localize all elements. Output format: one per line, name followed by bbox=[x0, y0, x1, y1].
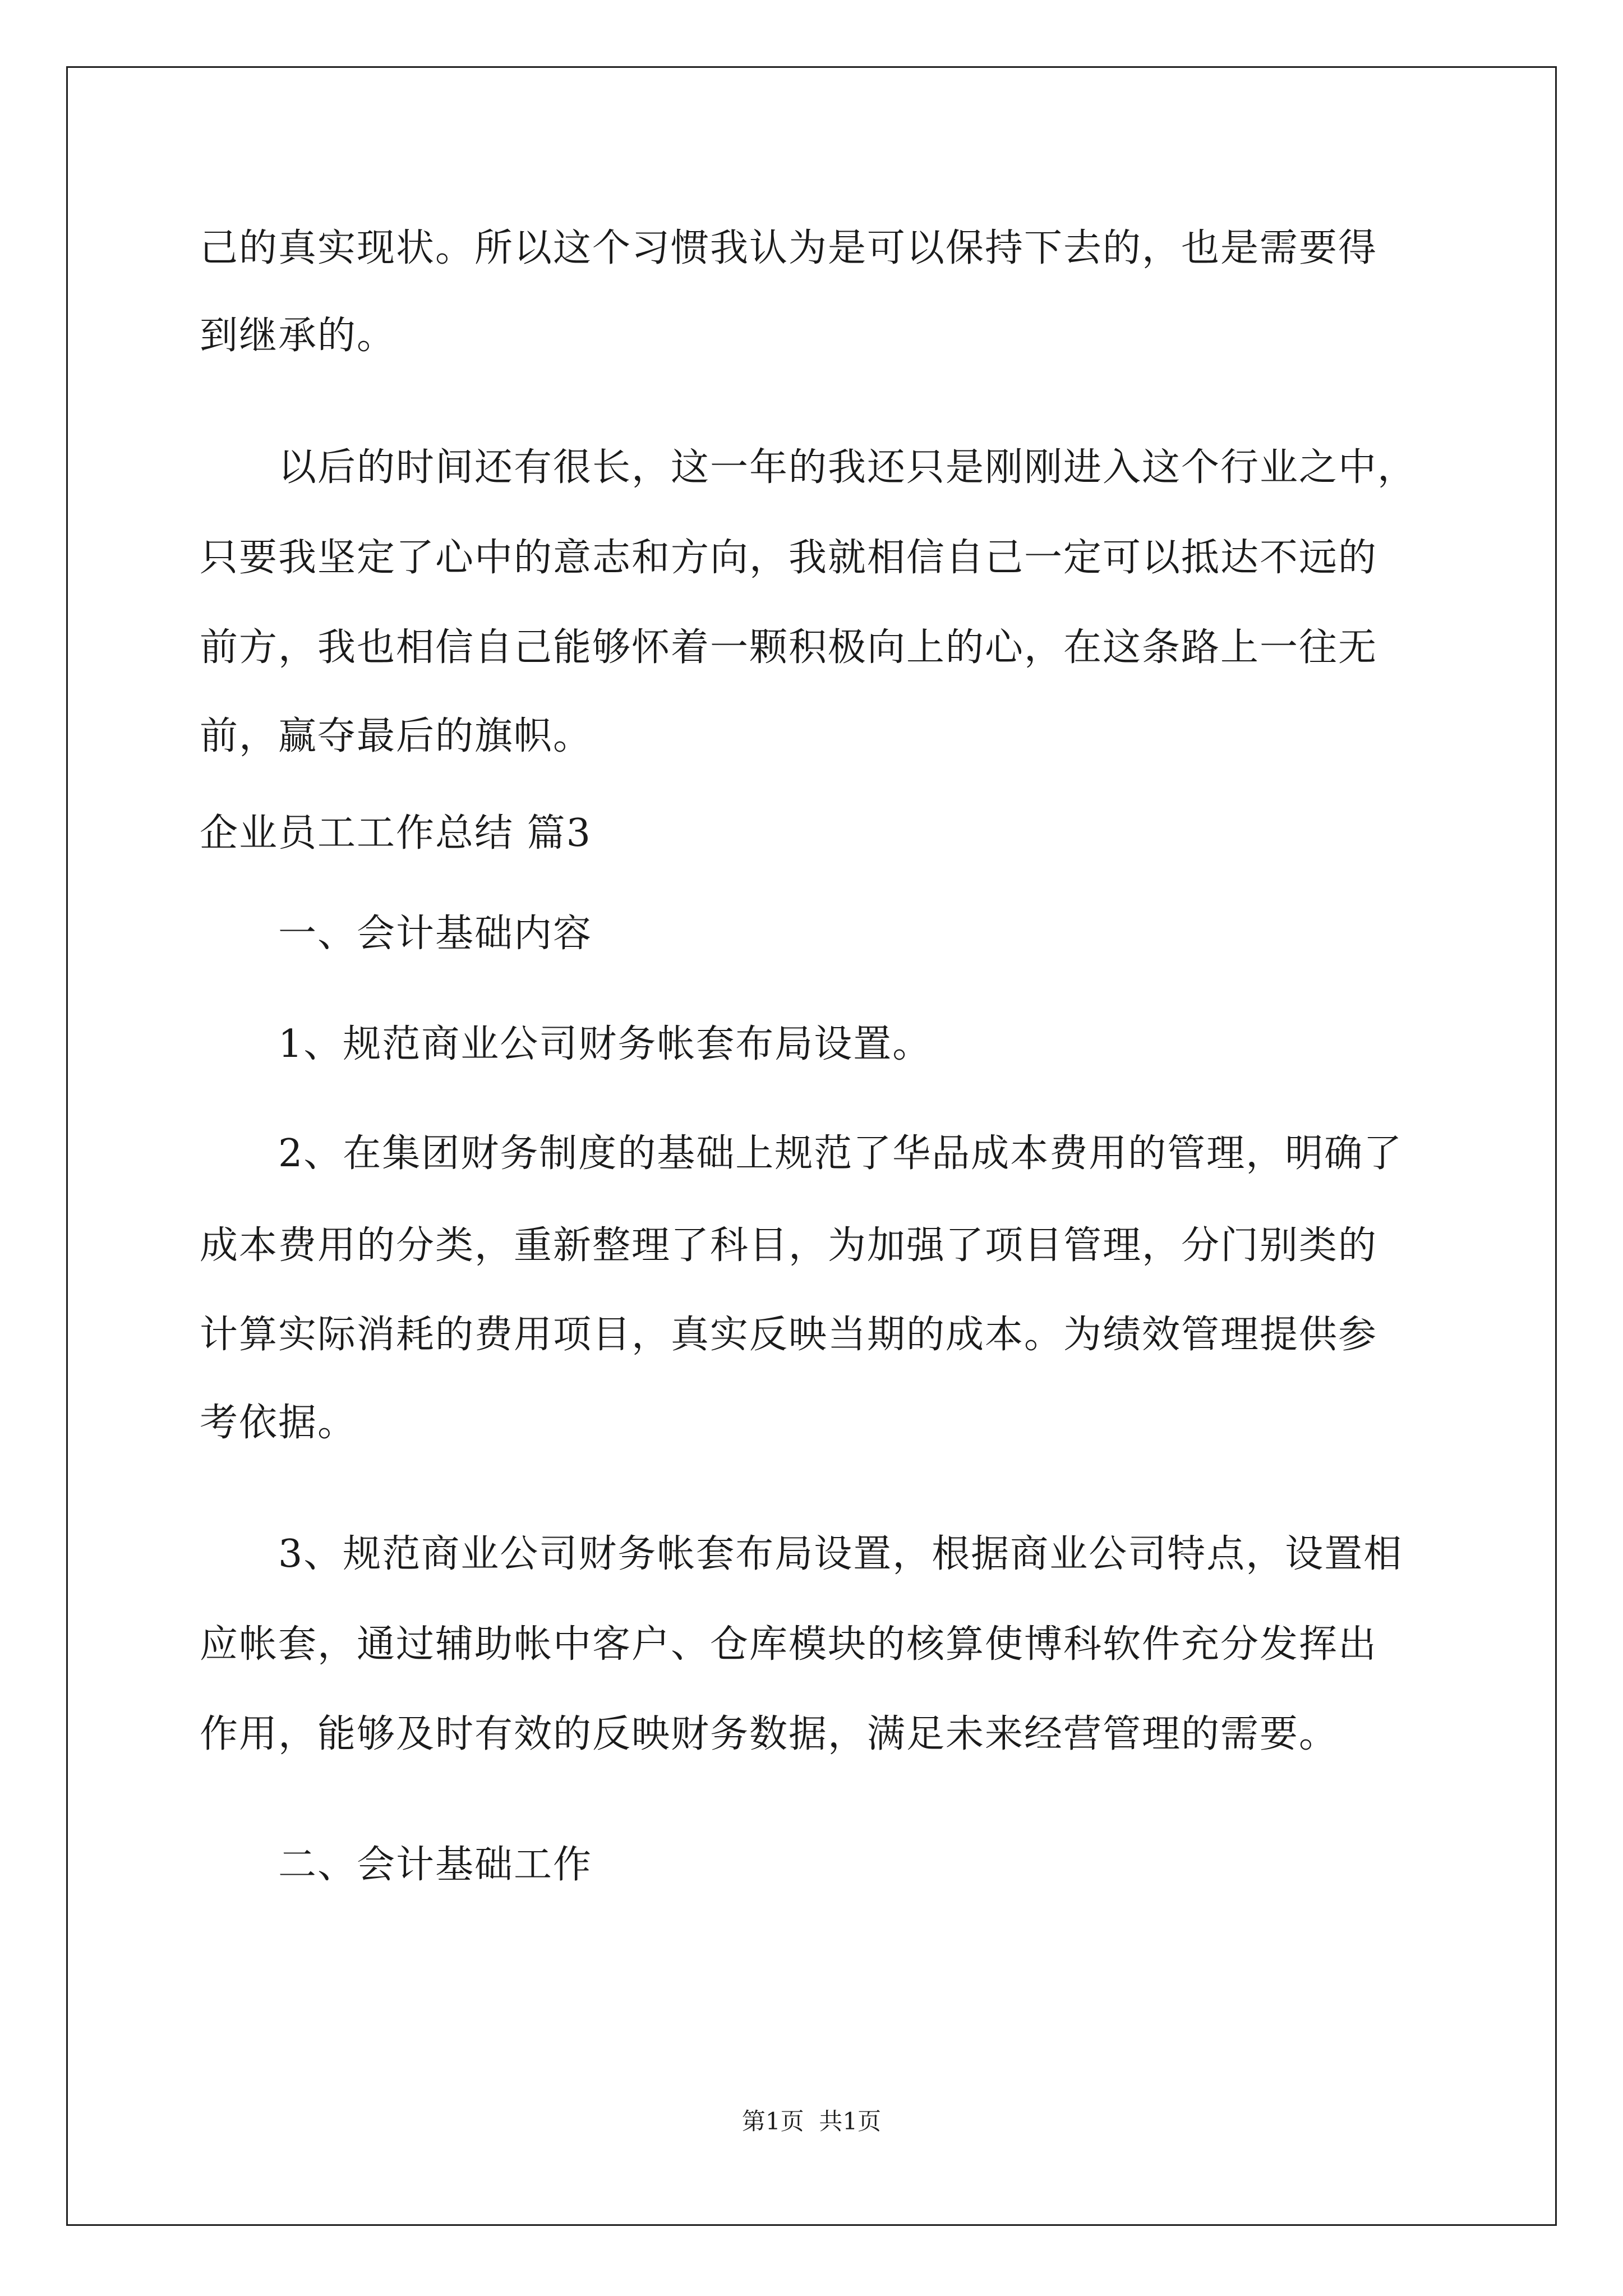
list-item: 1、规范商业公司财务帐套布局设置。 bbox=[200, 1022, 932, 1066]
section-heading: 企业员工工作总结 篇3 bbox=[200, 811, 592, 855]
subsection-heading: 一、会计基础内容 bbox=[200, 912, 593, 956]
body-text-line: 只要我坚定了心中的意志和方向，我就相信自己一定可以抵达不远的 bbox=[200, 536, 1378, 580]
body-text-line: 应帐套，通过辅助帐中客户、仓库模块的核算使博科软件充分发挥出 bbox=[200, 1622, 1378, 1667]
subsection-heading: 二、会计基础工作 bbox=[200, 1843, 593, 1887]
list-item: 3、规范商业公司财务帐套布局设置，根据商业公司特点，设置相 bbox=[200, 1532, 1403, 1576]
body-text-line: 考依据。 bbox=[200, 1401, 357, 1445]
body-text-line: 前方，我也相信自己能够怀着一颗积极向上的心，在这条路上一往无 bbox=[200, 625, 1378, 670]
body-text-line: 作用，能够及时有效的反映财务数据，满足未来经营管理的需要。 bbox=[200, 1712, 1339, 1756]
page-footer: 第1页 共1页 bbox=[741, 2108, 882, 2135]
body-text-line: 计算实际消耗的费用项目，真实反映当期的成本。为绩效管理提供参 bbox=[200, 1313, 1378, 1357]
body-text-line: 前，赢夺最后的旗帜。 bbox=[200, 714, 593, 758]
body-text-line: 成本费用的分类，重新整理了科目，为加强了项目管理，分门别类的 bbox=[200, 1223, 1378, 1268]
body-text-line: 以后的时间还有很长，这一年的我还只是刚刚进入这个行业之中， bbox=[200, 445, 1417, 490]
body-text-line: 到继承的。 bbox=[200, 314, 396, 358]
body-text-line: 己的真实现状。所以这个习惯我认为是可以保持下去的，也是需要得 bbox=[200, 226, 1378, 270]
list-item: 2、在集团财务制度的基础上规范了华品成本费用的管理，明确了 bbox=[200, 1131, 1403, 1176]
